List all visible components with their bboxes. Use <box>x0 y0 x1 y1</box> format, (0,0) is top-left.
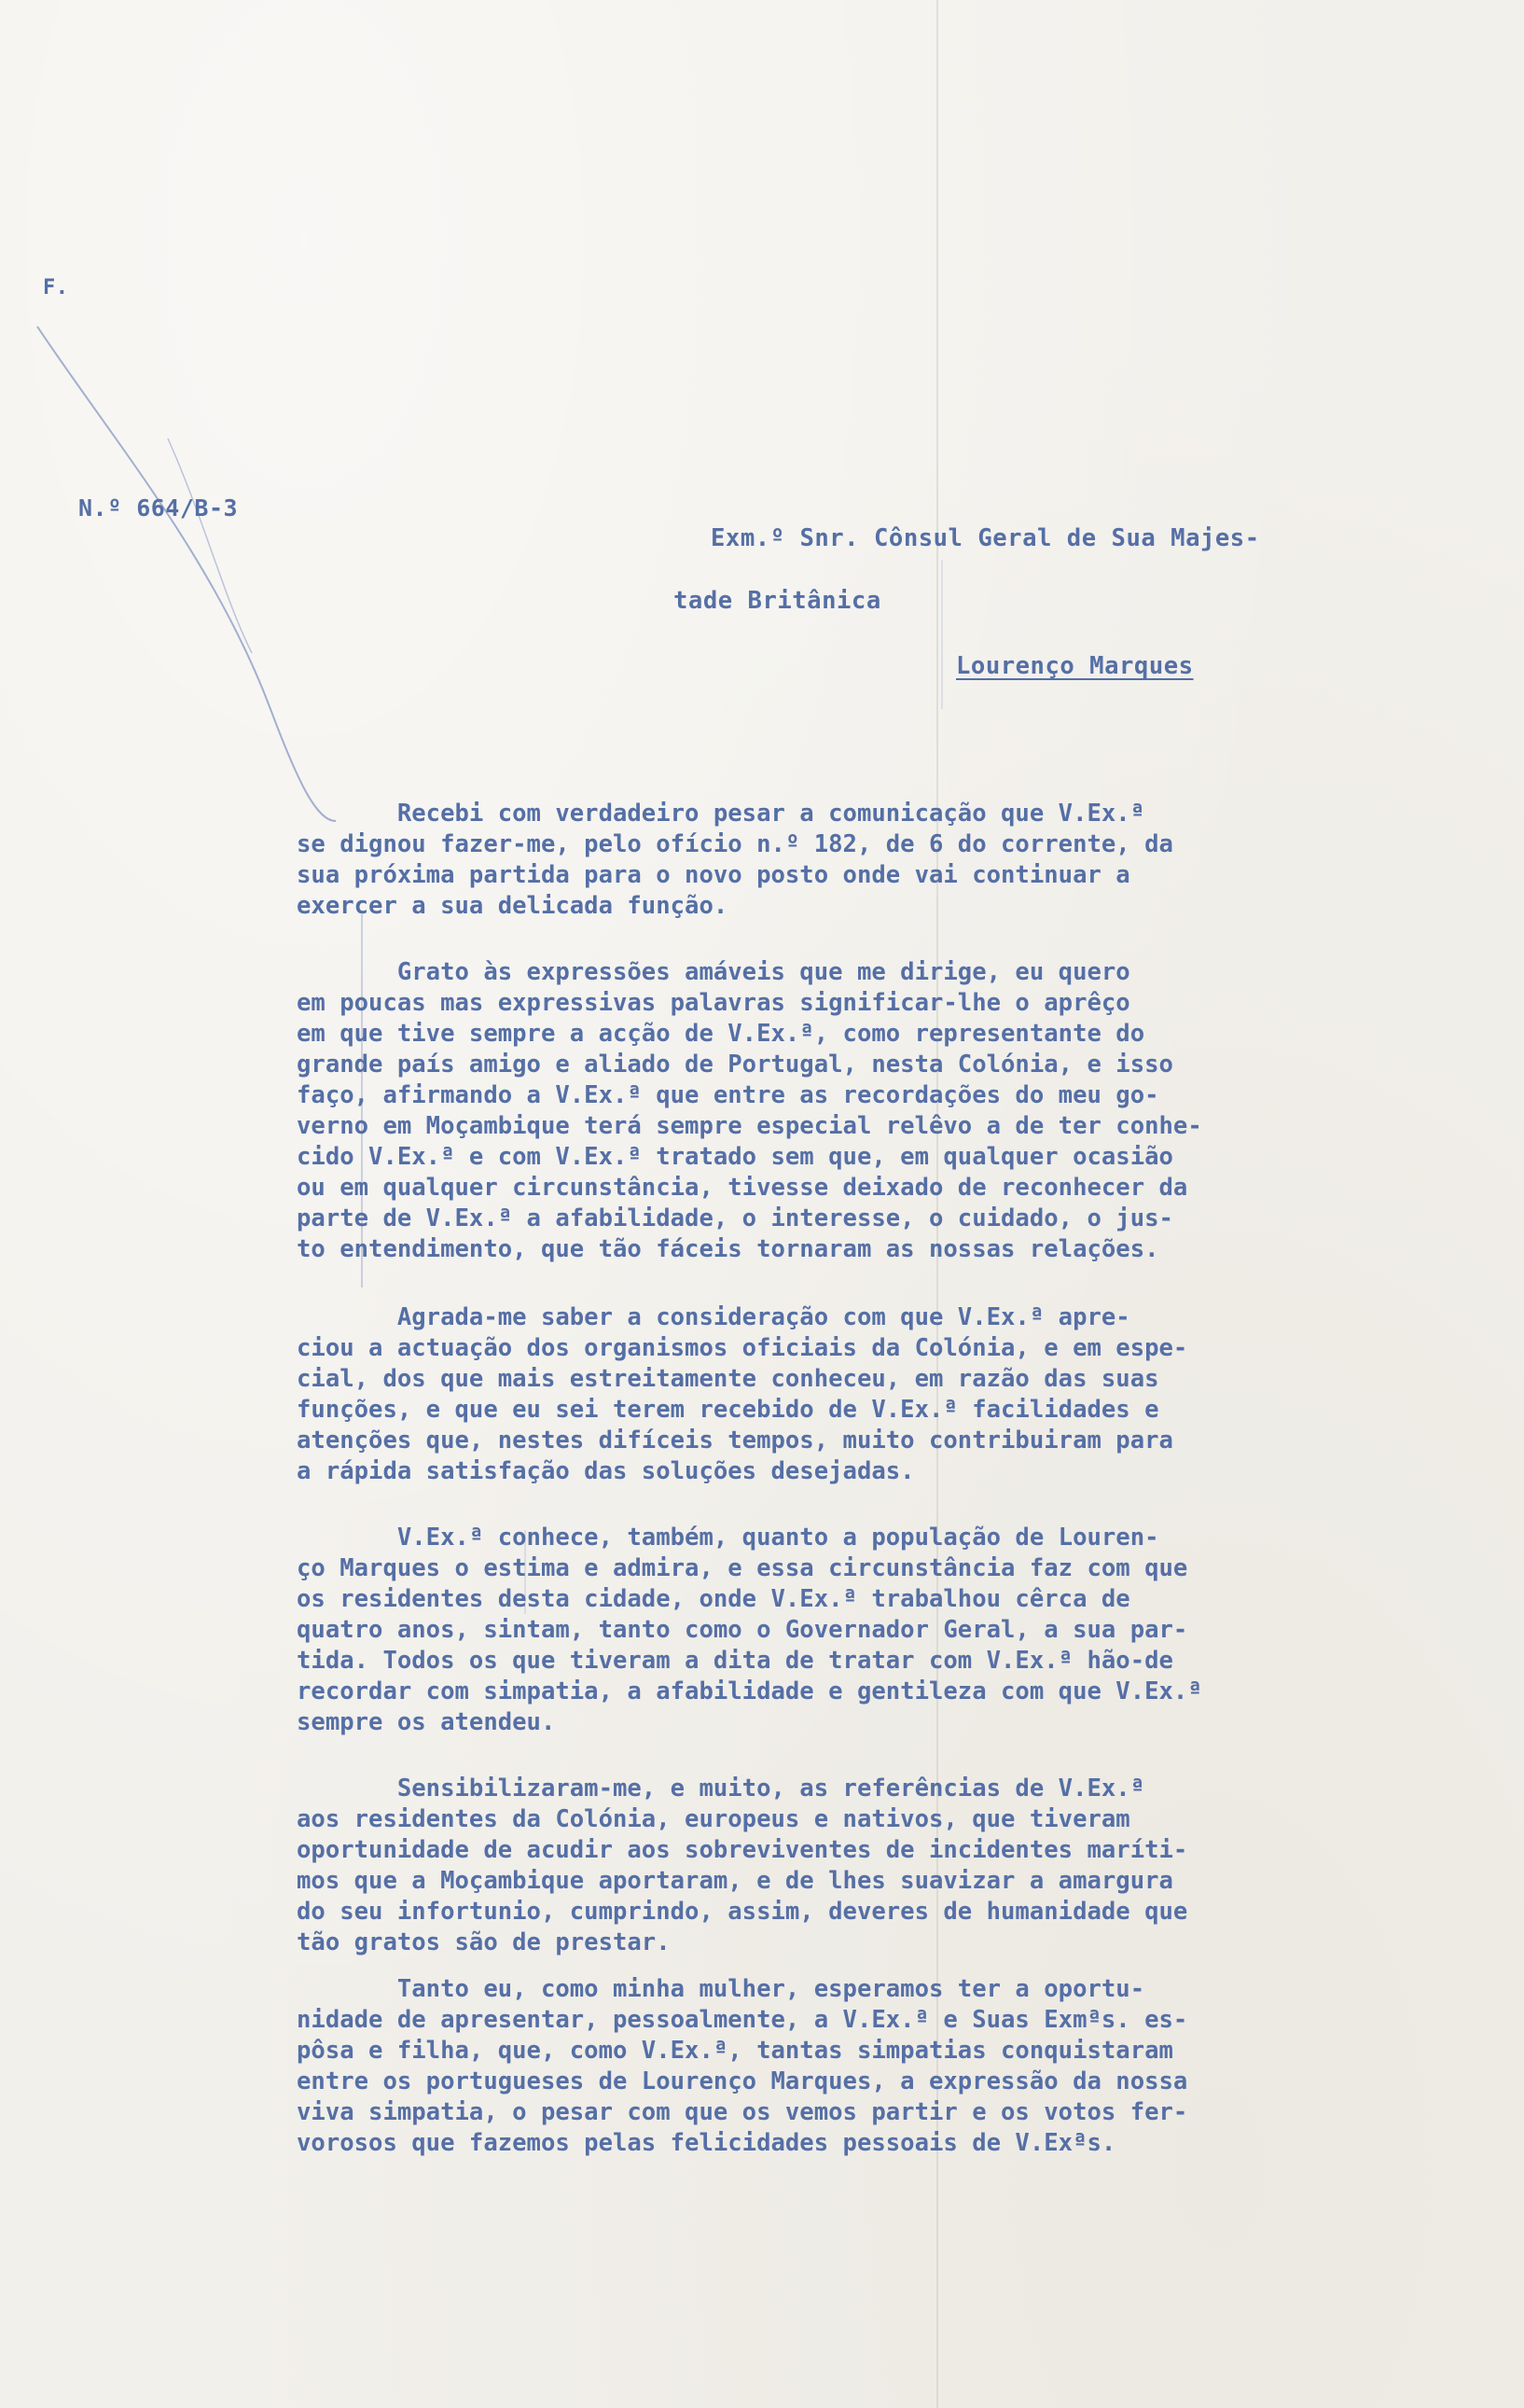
paragraph-5-line-4: mos que a Moçambique aportaram, e de lhes suavizar a amargura <box>297 1867 1173 1895</box>
paragraph-6-line-4: entre os portugueses de Lourenço Marques, a expressão da nossa <box>297 2067 1188 2095</box>
paragraph-3-line-1: Agrada-me saber a consideração com que V.Ex.ª apre- <box>297 1303 1130 1331</box>
paragraph-2-line-4: grande país amigo e aliado de Portugal, nesta Colónia, e isso <box>297 1051 1173 1079</box>
paragraph-6-line-6: vorosos que fazemos pelas felicidades pessoais de V.Exªs. <box>297 2129 1116 2157</box>
paragraph-6-line-1: Tanto eu, como minha mulher, esperamos ter a oportu- <box>297 1975 1145 2003</box>
paragraph-2-line-9: parte de V.Ex.ª a afabilidade, o interesse, o cuidado, o jus- <box>297 1204 1173 1232</box>
paragraph-4-line-1: V.Ex.ª conhece, também, quanto a população de Louren- <box>297 1524 1159 1552</box>
paragraph-4-line-2: ço Marques o estima e admira, e essa circunstância faz com que <box>297 1554 1188 1582</box>
file-mark: F. <box>43 276 69 299</box>
paragraph-5-line-1: Sensibilizaram-me, e muito, as referências de V.Ex.ª <box>297 1775 1145 1803</box>
paragraph-5-line-6: tão gratos são de prestar. <box>297 1928 671 1956</box>
paragraph-4-line-5: tida. Todos os que tiveram a dita de tratar com V.Ex.ª hão-de <box>297 1647 1173 1675</box>
paragraph-6-line-5: viva simpatia, o pesar com que os vemos partir e os votos fer- <box>297 2098 1188 2126</box>
paragraph-6-line-2: nidade de apresentar, pessoalmente, a V.Ex.ª e Suas Exmªs. es- <box>297 2006 1188 2034</box>
pencil-diagonal-line <box>37 327 336 821</box>
paragraph-1-line-4: exercer a sua delicada função. <box>297 892 728 920</box>
paragraph-5-line-3: oportunidade de acudir aos sobreviventes de incidentes maríti- <box>297 1836 1188 1864</box>
paragraph-4-line-6: recordar com simpatia, a afabilidade e gentileza com que V.Ex.ª <box>297 1677 1202 1705</box>
paragraph-2-line-1: Grato às expressões amáveis que me dirige, eu quero <box>297 958 1130 986</box>
paragraph-4-line-7: sempre os atendeu. <box>297 1708 556 1736</box>
address-city: Lourenço Marques <box>956 652 1194 680</box>
paragraph-4-line-4: quatro anos, sintam, tanto como o Governador Geral, a sua par- <box>297 1616 1188 1644</box>
paragraph-3-line-6: a rápida satisfação das soluções desejadas. <box>297 1457 915 1485</box>
paragraph-2-line-3: em que tive sempre a acção de V.Ex.ª, como representante do <box>297 1020 1145 1048</box>
paragraph-1-line-3: sua próxima partida para o novo posto onde vai continuar a <box>297 861 1130 889</box>
address-line-1: Exm.º Snr. Cônsul Geral de Sua Majes- <box>711 524 1260 552</box>
paragraph-4-line-3: os residentes desta cidade, onde V.Ex.ª trabalhou cêrca de <box>297 1585 1130 1613</box>
paragraph-1-line-1: Recebi com verdadeiro pesar a comunicação que V.Ex.ª <box>297 800 1145 828</box>
paragraph-2-line-6: verno em Moçambique terá sempre especial relêvo a de ter conhe- <box>297 1112 1202 1140</box>
paragraph-6-line-3: pôsa e filha, que, como V.Ex.ª, tantas simpatias conquistaram <box>297 2037 1173 2065</box>
paragraph-3-line-3: cial, dos que mais estreitamente conheceu, em razão das suas <box>297 1365 1159 1393</box>
paragraph-2-line-5: faço, afirmando a V.Ex.ª que entre as recordações do meu go- <box>297 1081 1159 1109</box>
paragraph-2-line-10: to entendimento, que tão fáceis tornaram as nossas relações. <box>297 1235 1159 1263</box>
paragraph-3-line-4: funções, e que eu sei terem recebido de V.Ex.ª facilidades e <box>297 1396 1159 1424</box>
paragraph-2-line-8: ou em qualquer circunstância, tivesse deixado de reconhecer da <box>297 1174 1188 1202</box>
paragraph-5-line-5: do seu infortunio, cumprindo, assim, deveres de humanidade que <box>297 1898 1188 1926</box>
paragraph-1-line-2: se dignou fazer-me, pelo ofício n.º 182, de 6 do corrente, da <box>297 830 1173 858</box>
paragraph-2-line-7: cido V.Ex.ª e com V.Ex.ª tratado sem que, em qualquer ocasião <box>297 1143 1173 1171</box>
paragraph-2-line-2: em poucas mas expressivas palavras significar-lhe o aprêço <box>297 989 1130 1017</box>
paragraph-3-line-2: ciou a actuação dos organismos oficiais da Colónia, e em espe- <box>297 1334 1188 1362</box>
reference-number: N.º 664/B-3 <box>78 494 239 522</box>
pencil-faint-line <box>168 438 252 653</box>
address-line-2: tade Britânica <box>673 587 881 615</box>
paragraph-5-line-2: aos residentes da Colónia, europeus e nativos, que tiveram <box>297 1805 1130 1833</box>
paragraph-3-line-5: atenções que, nestes difíceis tempos, muito contribuiram para <box>297 1427 1173 1455</box>
